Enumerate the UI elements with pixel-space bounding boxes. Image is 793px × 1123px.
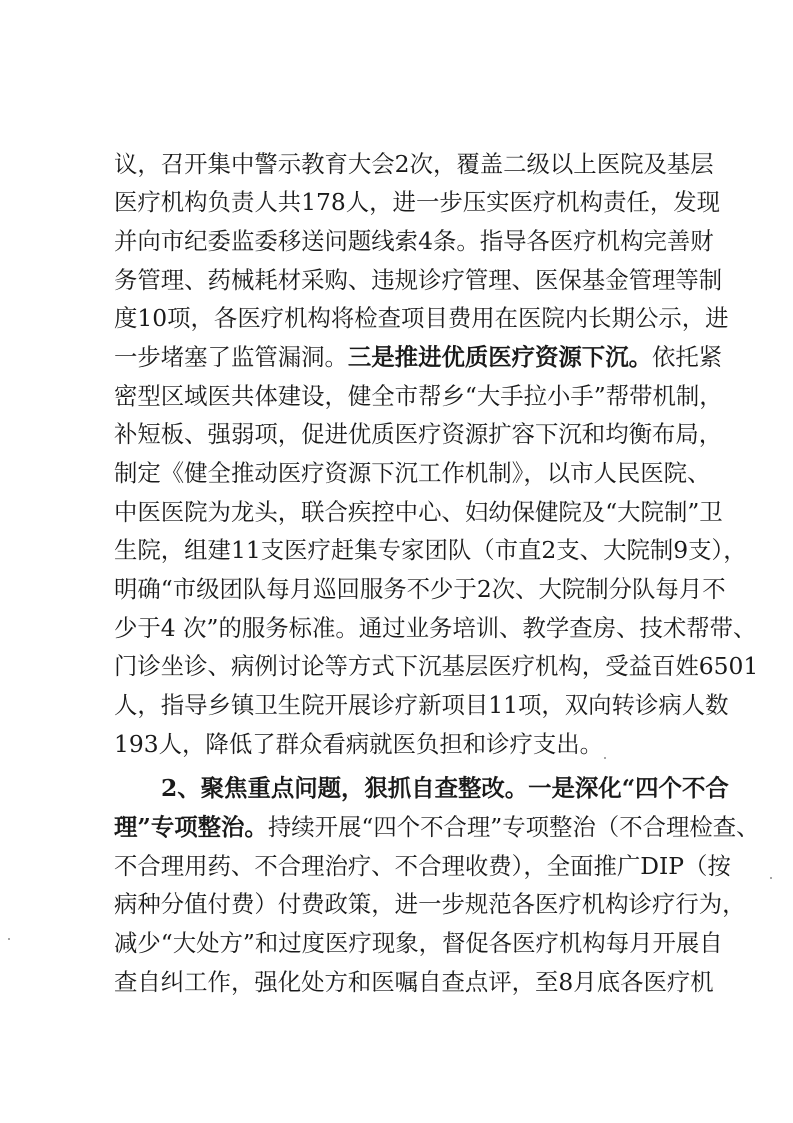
text-run: 持续开展“四个不合理”专项整治（不合理检查、 — [267, 813, 760, 841]
paragraph-1-line-8: 补短板、强弱项，促进优质医疗资源扩容下沉和均衡布局， — [114, 420, 723, 448]
paragraph-2-line-5: 减少“大处方”和过度医疗现象，督促各医疗机构每月开展自 — [114, 929, 723, 957]
paragraph-2-line-3: 不合理用药、不合理治疗、不合理收费），全面推广DIP（按 — [114, 852, 731, 880]
paragraph-1-line-11: 生院，组建11支医疗赶集专家团队（市直2支、大院制9支）， — [114, 536, 747, 564]
scan-speck — [8, 938, 10, 940]
paragraph-1-line-12: 明确“市级团队每月巡回服务不少于2次、大院制分队每月不 — [114, 575, 726, 603]
bold-heading-run: 一是深化“四个不合 — [528, 774, 729, 802]
scan-speck — [604, 757, 606, 759]
paragraph-1-line-3: 并向市纪委监委移送问题线索4条。指导各医疗机构完善财 — [114, 227, 714, 255]
bold-heading-run: 三是推进优质医疗资源下沉。 — [347, 343, 652, 371]
paragraph-2-line-2 — [114, 810, 760, 844]
paragraph-1-line-13: 少于4 次”的服务标准。通过业务培训、教学查房、技术帮带、 — [114, 614, 757, 642]
paragraph-2-line-4: 病种分值付费）付费政策，进一步规范各医疗机构诊疗行为， — [114, 890, 746, 918]
paragraph-1-line-4: 务管理、药械耗材采购、违规诊疗管理、医保基金管理等制 — [114, 266, 723, 294]
paragraph-2-line-1 — [161, 771, 729, 805]
paragraph-1-line-14: 门诊坐诊、病例讨论等方式下沉基层医疗机构，受益百姓6501 — [114, 652, 759, 680]
paragraph-1-line-9: 制定《健全推动医疗资源下沉工作机制》，以市人民医院、 — [114, 459, 711, 487]
paragraph-1-line-1: 议，召开集中警示教育大会2次，覆盖二级以上医院及基层 — [114, 150, 714, 178]
paragraph-1-line-6 — [114, 340, 723, 374]
text-run: 依托紧 — [651, 343, 723, 371]
scan-speck — [770, 877, 772, 879]
paragraph-1-line-5: 度10项，各医疗机构将检查项目费用在医院内长期公示，进 — [114, 304, 729, 332]
paragraph-1-line-15: 人，指导乡镇卫生院开展诊疗新项目11项，双向转诊病人数 — [114, 691, 729, 719]
text-run: 一步堵塞了监管漏洞。 — [114, 343, 348, 371]
paragraph-1-line-7: 密型区域医共体建设，健全市帮乡“大手拉小手”帮带机制， — [114, 382, 723, 410]
paragraph-2-line-6: 查自纠工作，强化处方和医嘱自查点评，至8月底各医疗机 — [114, 968, 714, 996]
paragraph-1-line-16: 193人，降低了群众看病就医负担和诊疗支出。 — [114, 730, 604, 758]
bold-heading-run: 2、聚焦重点问题，狠抓自查整改。 — [161, 774, 529, 802]
paragraph-1-line-2: 医疗机构负责人共178人，进一步压实医疗机构责任，发现 — [114, 188, 721, 216]
paragraph-1-line-10: 中医医院为龙头，联合疾控中心、妇幼保健院及“大院制”卫 — [114, 498, 723, 526]
bold-heading-run: 理”专项整治。 — [114, 813, 268, 841]
